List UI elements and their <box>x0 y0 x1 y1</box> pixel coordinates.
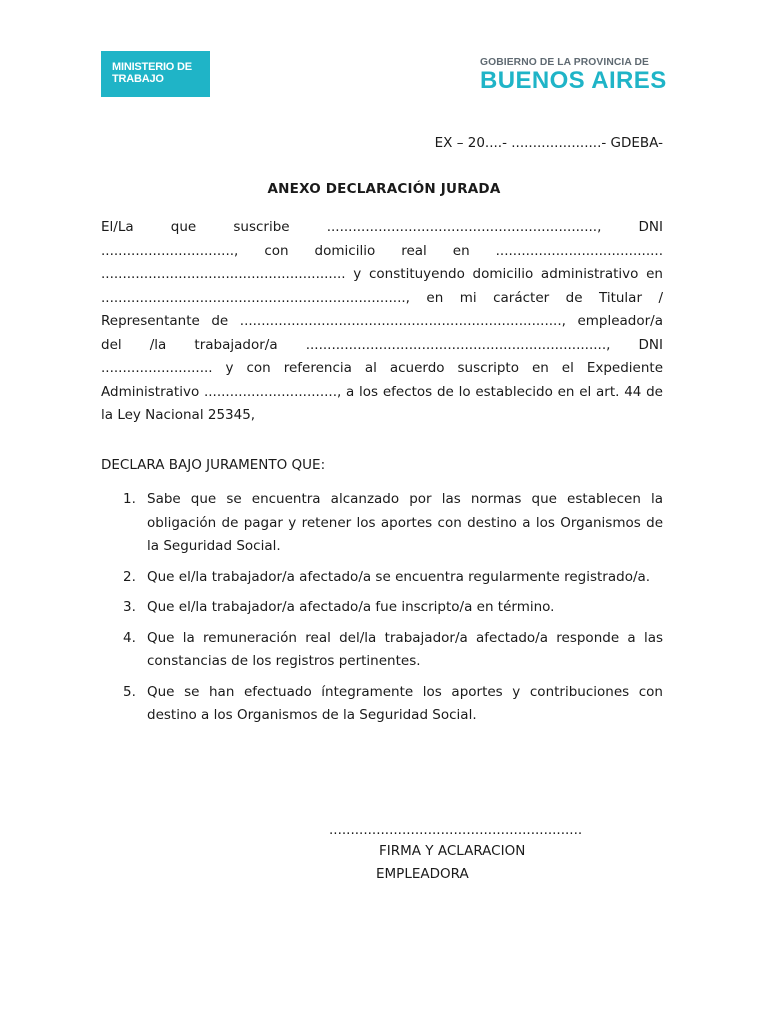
list-item <box>101 488 663 559</box>
list-item-text: Que la remuneración real del/la trabajador/a afectado/a responde a las constancias de los registros pertinentes. <box>147 629 663 669</box>
document-title: ANEXO DECLARACIÓN JURADA <box>267 181 501 197</box>
list-item <box>101 681 663 728</box>
ministerio-de-trabajo-logo <box>101 51 210 97</box>
ministerio-logo-line2: TRABAJO <box>112 73 164 85</box>
signature-line: ........................................................... <box>329 822 583 838</box>
expediente-number: EX – 20....- .....................- GDEBA- <box>434 135 663 151</box>
list-item-number: 3. <box>123 599 136 615</box>
list-item <box>101 627 663 674</box>
ministerio-logo-line1: MINISTERIO DE <box>112 61 192 73</box>
declaration-heading: DECLARA BAJO JURAMENTO QUE: <box>101 457 326 473</box>
signature-role: EMPLEADORA <box>376 866 469 882</box>
list-item-text: Que se han efectuado íntegramente los aportes y contribuciones con destino a los Organismos de la Seguridad Social. <box>147 683 663 723</box>
list-item-number: 2. <box>123 568 136 585</box>
list-item-number: 4. <box>123 629 136 646</box>
list-item-number: 1. <box>123 491 136 507</box>
gobierno-logo-line2: BUENOS AIRES <box>480 67 667 94</box>
declaration-list <box>101 488 663 735</box>
list-item-text: Sabe que se encuentra alcanzado por las normas que establecen la obligación de pagar y retener los aportes con destino a los Organismos de la Seguridad Social. <box>147 491 663 554</box>
list-item-text: Que el/la trabajador/a afectado/a fue inscripto/a en término. <box>147 599 555 615</box>
list-item <box>101 566 663 590</box>
list-item-text: Que el/la trabajador/a afectado/a se encuentra regularmente registrado/a. <box>147 568 651 585</box>
gobierno-logo-line1: GOBIERNO DE LA PROVINCIA DE <box>480 57 649 68</box>
list-item-number: 5. <box>123 683 136 700</box>
list-item <box>101 596 663 620</box>
gobierno-buenos-aires-logo <box>480 57 667 94</box>
intro-paragraph: El/La que suscribe ..............................................................., DNI ..............................., con domicilio real en ....................................... ......................................................... y constituyendo domicilio administrativo en ......................................................................., en mi carácter de Titular / Representante de ..........................................................................., empleador/a del /la trabajador/a ......................................................................, DNI .......................... y con referencia al acuerdo suscripto en el Expediente Administrativo ..............................., a los efectos de lo establecido en el art. 44 de la Ley Nacional 25345, <box>101 219 663 423</box>
signature-label: FIRMA Y ACLARACION <box>379 843 526 859</box>
